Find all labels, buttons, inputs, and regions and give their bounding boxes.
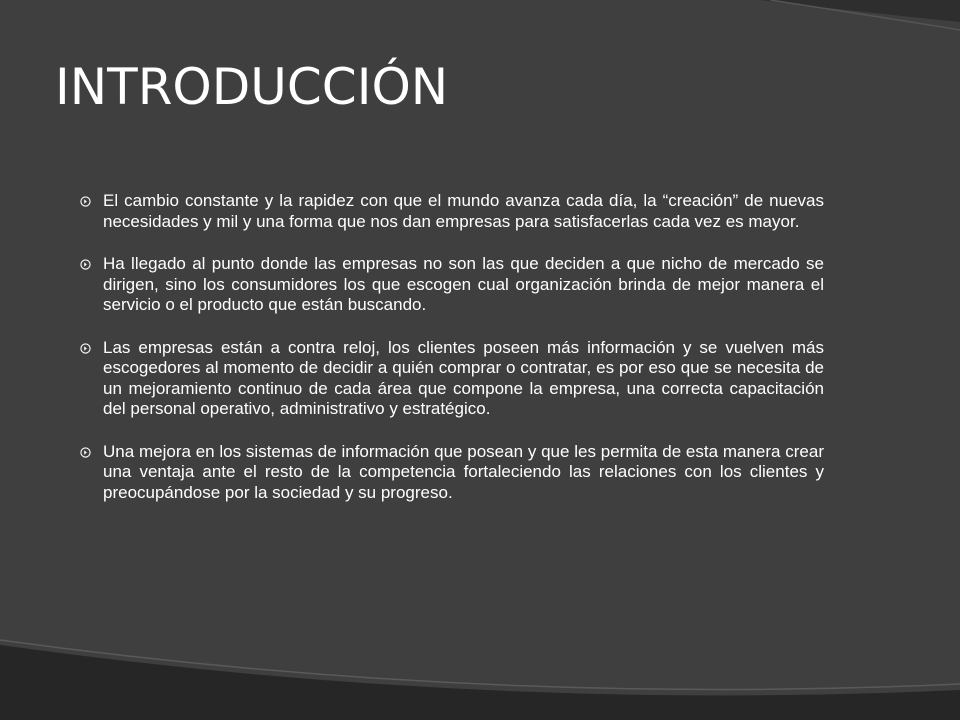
bullet-text: Las empresas están a contra reloj, los clientes poseen más información y se vuelven más escogedores al momento de decidir a quién comprar o contratar, es por eso que se necesita de un mejoramiento continuo de cada área que compone la empresa, una correcta capacitación del personal operativo, administrativo y estratégico. (103, 337, 824, 418)
bullet-text: El cambio constante y la rapidez con que el mundo avanza cada día, la “creación” de nuevas necesidades y mil y una forma que nos dan empresas para satisfacerlas cada vez es mayor. (103, 191, 824, 231)
list-item (80, 191, 824, 232)
list-item (80, 442, 824, 504)
list-item (80, 338, 824, 420)
bottom-dark-band (0, 645, 960, 720)
circled-arrow-icon (80, 447, 91, 458)
page-title: INTRODUCCIÓN (55, 58, 449, 116)
circled-arrow-icon (80, 196, 91, 207)
bullet-list (80, 191, 824, 525)
bullet-text: Una mejora en los sistemas de información que posean y que les permita de esta manera crear una ventaja ante el resto de la competencia fortaleciendo las relaciones con los clientes y preocupándose por la sociedad y su progreso. (103, 441, 824, 502)
list-item (80, 254, 824, 316)
circled-arrow-icon (80, 259, 91, 270)
circled-arrow-icon (80, 343, 91, 354)
bullet-text: Ha llegado al punto donde las empresas no son las que deciden a que nicho de mercado se dirigen, sino los consumidores los que escogen cual organización brinda de mejor manera el servicio o el producto que están buscando. (103, 254, 824, 314)
